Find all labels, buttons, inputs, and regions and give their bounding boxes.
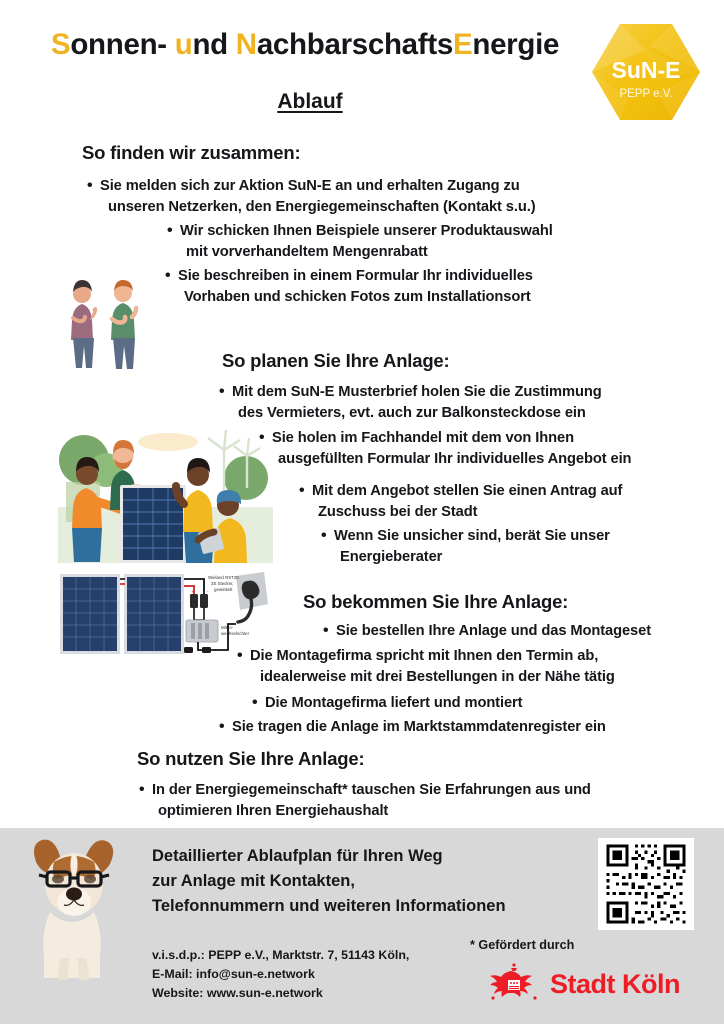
bullet-1-2 xyxy=(167,221,600,263)
bullet-line: idealerweise mit drei Bestellungen in der Nähe tätig xyxy=(260,669,615,686)
illustration-two-people xyxy=(60,270,170,370)
footer-headline-line: zur Anlage mit Kontakten, xyxy=(152,872,355,891)
bullet-line: Wenn Sie unsicher sind, berät Sie unser xyxy=(334,528,610,544)
svg-text:SuN-E: SuN-E xyxy=(611,57,681,83)
bullet-line: Die Montagefirma spricht mit Ihnen den Termin ab, xyxy=(250,648,599,664)
funding-note: * Gefördert durch xyxy=(470,938,575,952)
section-heading-1: So finden wir zusammen: xyxy=(82,142,301,163)
bullet-dot: • xyxy=(165,267,171,284)
section-heading-4: So nutzen Sie Ihre Anlage: xyxy=(137,748,365,769)
bullet-line: mit vorverhandeltem Mengenrabatt xyxy=(186,244,428,261)
svg-text:3S Stecker,: 3S Stecker, xyxy=(211,581,234,586)
bullet-line: Sie bestellen Ihre Anlage und das Montageset xyxy=(336,623,651,639)
page-title xyxy=(40,28,570,62)
contact-email[interactable]: E-Mail: info@sun-e.network xyxy=(152,967,315,982)
bullet-1-3 xyxy=(165,266,618,308)
stadt-koeln-text: Stadt Köln xyxy=(550,968,680,999)
svg-text:gewinkelt: gewinkelt xyxy=(214,587,233,592)
title-seg-nergie: nergie xyxy=(472,28,560,61)
poster-header xyxy=(0,0,724,130)
bullet-line: In der Energiegemeinschaft* tauschen Sie Erfahrungen aus und xyxy=(152,782,591,798)
bullet-dot: • xyxy=(167,222,173,239)
section-heading-2: So planen Sie Ihre Anlage: xyxy=(222,350,450,371)
bullet-2-3 xyxy=(299,481,692,523)
contact-imprint: v.i.s.d.p.: PEPP e.V., Marktstr. 7, 51143 Köln, xyxy=(152,948,410,962)
bullet-3-1 xyxy=(323,621,696,642)
bullet-dot: • xyxy=(299,482,305,499)
bullet-dot: • xyxy=(323,622,329,639)
footer-headline-line: Detaillierter Ablaufplan für Ihren Weg xyxy=(152,847,443,865)
bullet-line: unseren Netzerken, den Energiegemeinschaften (Kontakt s.u.) xyxy=(108,199,536,216)
bullet-1-1 xyxy=(87,176,600,218)
svg-text:Mikro-: Mikro- xyxy=(221,625,234,630)
bullet-3-3 xyxy=(252,693,625,714)
bullet-2-4 xyxy=(321,526,684,568)
bullet-line: Mit dem Angebot stellen Sie einen Antrag auf xyxy=(312,483,623,499)
bullet-line: Sie melden sich zur Aktion SuN-E an und erhalten Zugang zu xyxy=(100,178,520,194)
page-subtitle: Ablauf xyxy=(277,90,343,113)
illustration-wiring-diagram xyxy=(58,568,284,660)
bullet-line: Die Montagefirma liefert und montiert xyxy=(265,695,523,711)
qr-code[interactable] xyxy=(598,838,694,930)
footer-headline xyxy=(152,844,592,919)
svg-text:PEPP e.V.: PEPP e.V. xyxy=(619,88,673,100)
bullet-dot: • xyxy=(252,694,258,711)
illustration-group-solar-panel xyxy=(58,412,273,567)
title-letter-n: N xyxy=(235,28,257,61)
stadt-koeln-logo xyxy=(486,960,680,1008)
bullet-dot: • xyxy=(87,177,93,194)
footer-headline-line: Telefonnummern und weiteren Informationen xyxy=(152,897,506,916)
contact-block xyxy=(152,946,409,1004)
sune-logo xyxy=(588,20,704,124)
contact-website[interactable]: Website: www.sun-e.network xyxy=(152,986,323,1001)
bullet-line: optimieren Ihren Energiehaushalt xyxy=(158,803,389,820)
bullet-line: Sie tragen die Anlage im Marktstammdatenregister ein xyxy=(232,719,606,735)
bullet-2-1 xyxy=(219,382,672,424)
bullet-4-1 xyxy=(139,780,652,822)
title-letter-e: E xyxy=(452,28,473,61)
bullet-dot: • xyxy=(321,527,327,544)
bullet-3-4 xyxy=(219,717,662,738)
title-seg-nd: nd xyxy=(192,28,236,61)
bullet-line: Sie beschreiben in einem Formular Ihr individuelles xyxy=(178,268,533,284)
title-seg-onnen: onnen- xyxy=(70,28,175,61)
bullet-line: des Vermieters, evt. auch zur Balkonsteckdose ein xyxy=(238,405,586,422)
title-letter-u: u xyxy=(174,28,193,61)
bullet-dot: • xyxy=(139,781,145,798)
bullet-dot: • xyxy=(237,647,243,664)
bullet-dot: • xyxy=(219,718,225,735)
svg-text:wechselrichter: wechselrichter xyxy=(221,631,250,636)
title-letter-s: S xyxy=(50,28,71,61)
bullet-line: ausgefüllten Formular Ihr individuelles Angebot ein xyxy=(278,451,632,468)
section-heading-3: So bekommen Sie Ihre Anlage: xyxy=(303,591,569,612)
koeln-eagle-icon xyxy=(486,960,542,1008)
title-seg-achbarschafts: achbarschafts xyxy=(256,28,453,61)
illustration-dog-with-glasses xyxy=(14,832,136,980)
bullet-line: Sie holen im Fachhandel mit dem von Ihnen xyxy=(272,430,574,446)
bullet-line: Mit dem SuN-E Musterbrief holen Sie die Zustimmung xyxy=(232,384,602,400)
bullet-line: Zuschuss bei der Stadt xyxy=(318,504,478,521)
svg-text:Wieland RST20: Wieland RST20 xyxy=(208,575,239,580)
bullet-3-2 xyxy=(237,646,700,688)
bullet-line: Energieberater xyxy=(340,549,443,566)
svg-text:-: - xyxy=(207,589,209,594)
bullet-line: Vorhaben und schicken Fotos zum Installationsort xyxy=(184,289,531,306)
bullet-dot: • xyxy=(219,383,225,400)
bullet-dot: • xyxy=(259,429,265,446)
bullet-line: Wir schicken Ihnen Beispiele unserer Produktauswahl xyxy=(180,223,553,239)
bullet-2-2 xyxy=(259,428,692,470)
svg-text:+: + xyxy=(191,589,194,594)
